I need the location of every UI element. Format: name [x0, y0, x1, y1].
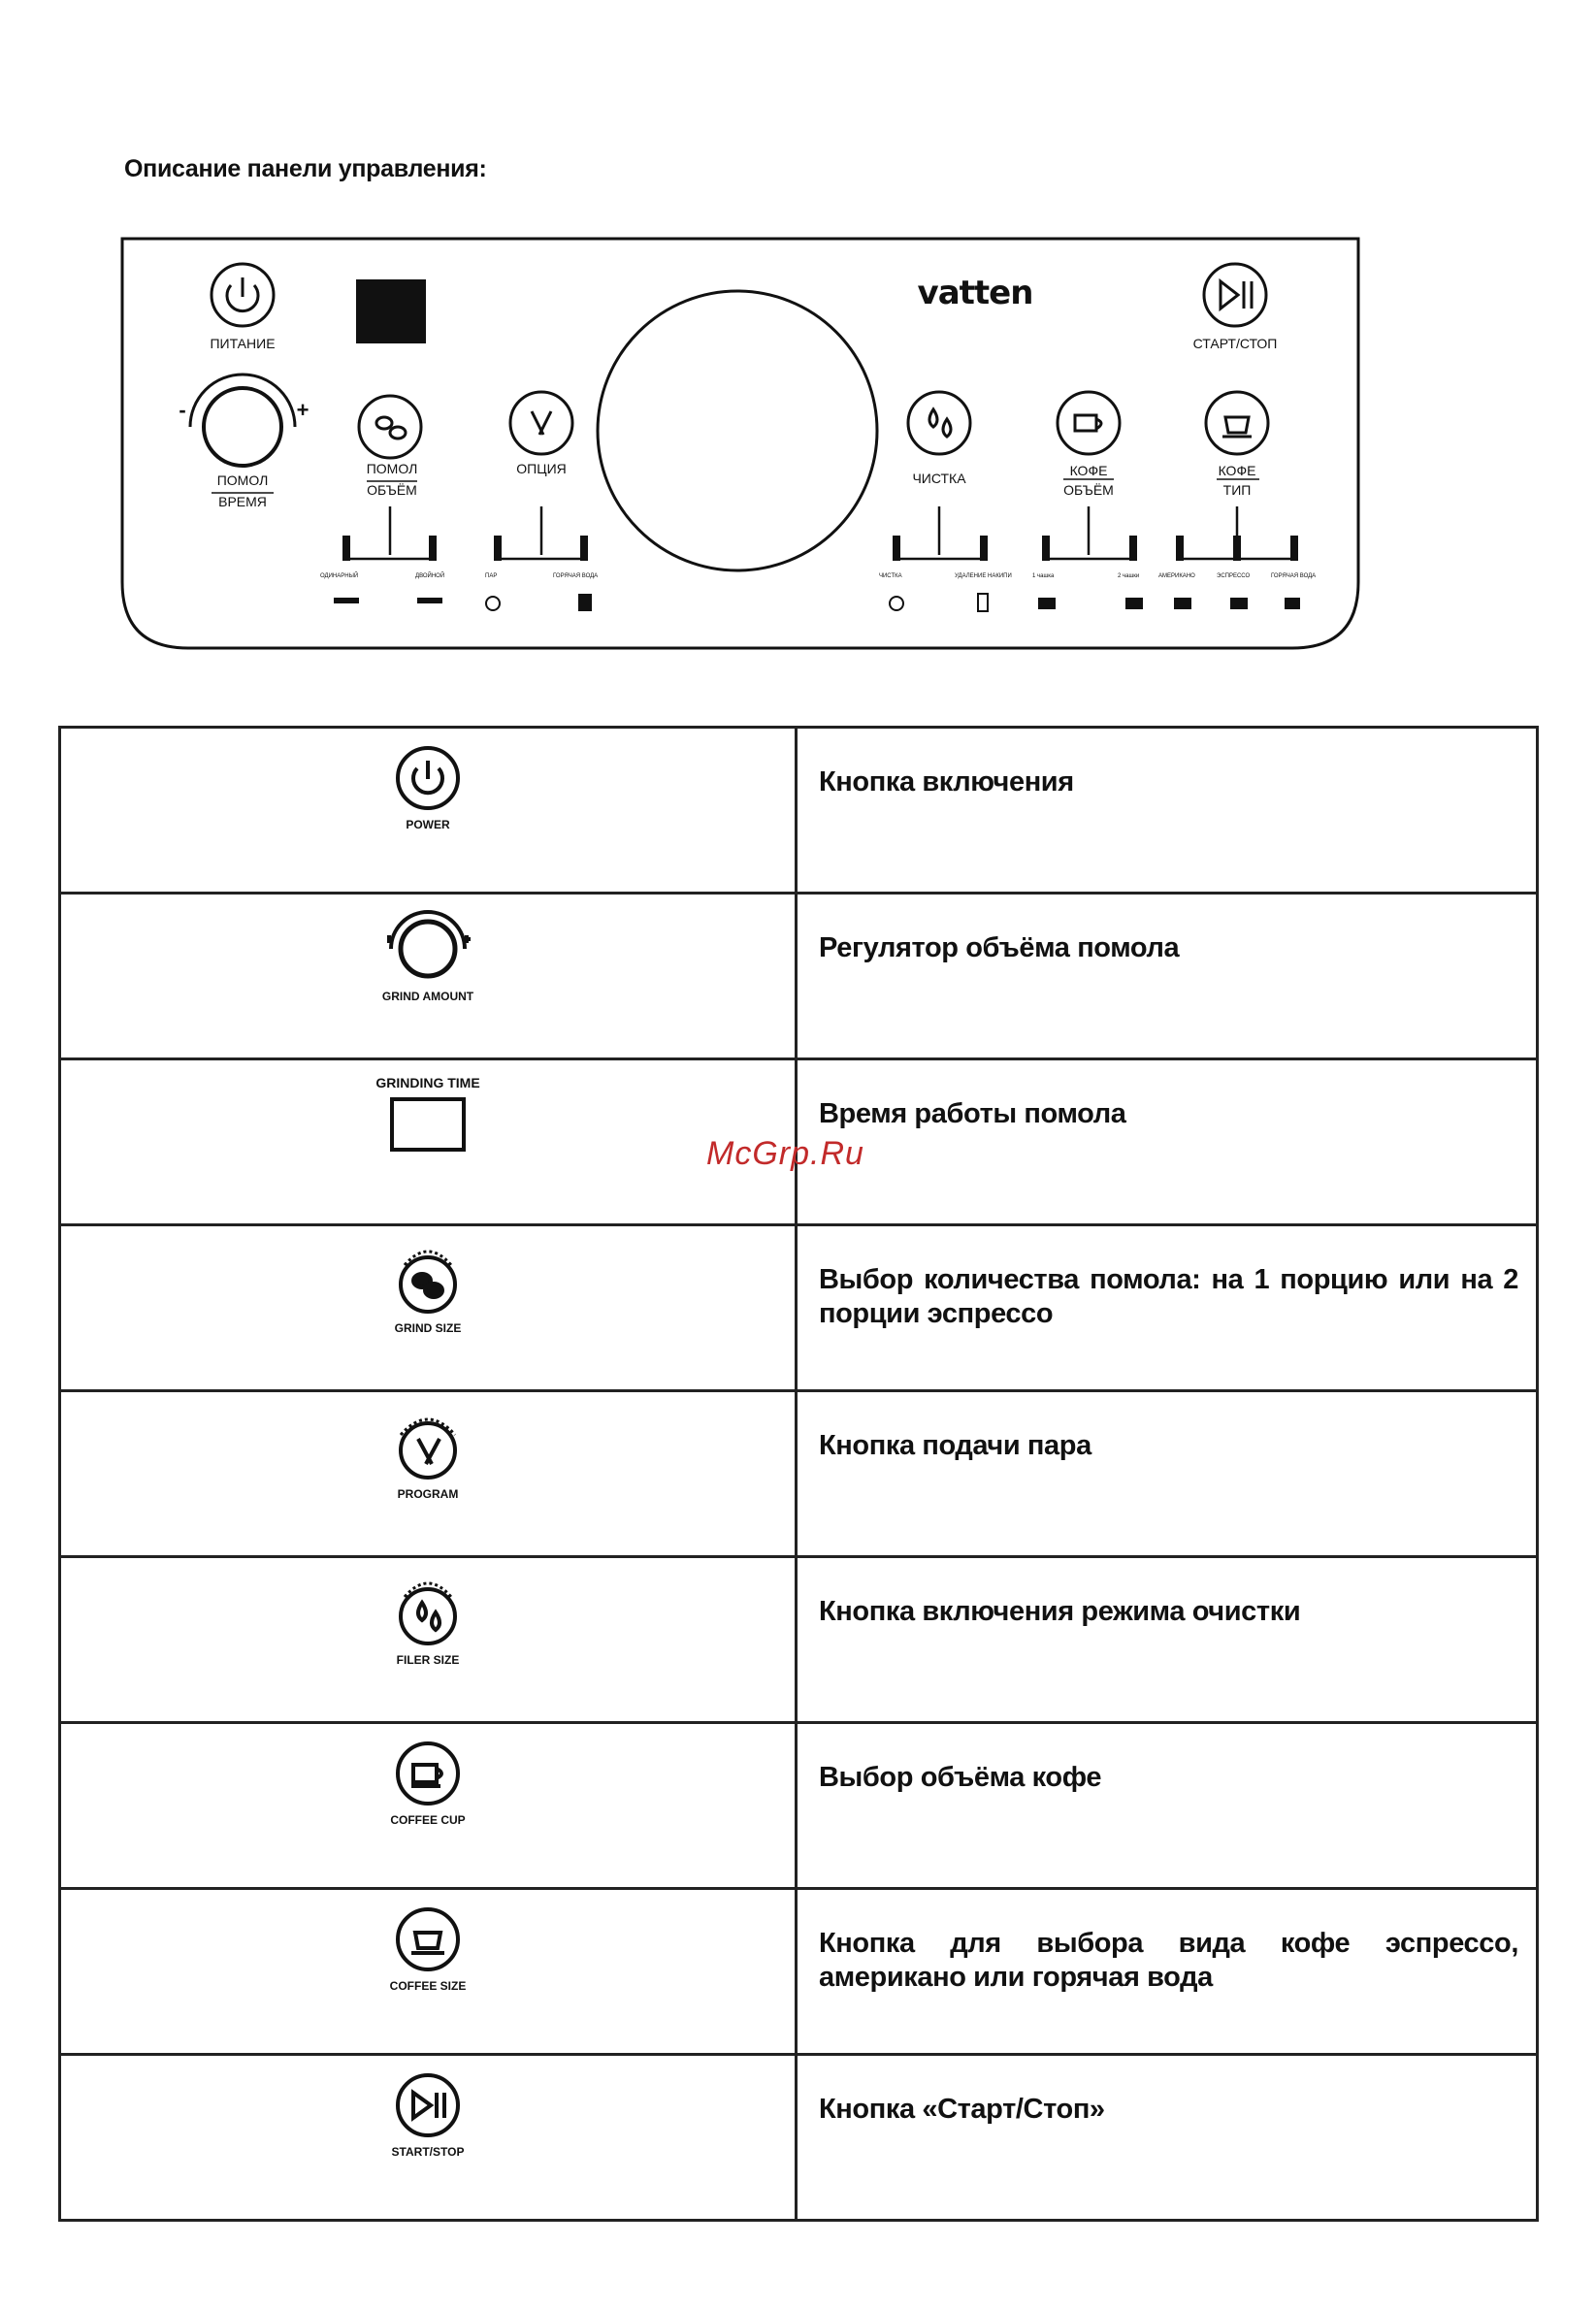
icon-caption: GRIND AMOUNT — [381, 990, 474, 1003]
icon-caption: GRIND SIZE — [394, 1321, 462, 1335]
table-row — [60, 1225, 1538, 1391]
power-label: ПИТАНИЕ — [210, 336, 276, 351]
table-row — [60, 1723, 1538, 1889]
table-row — [60, 728, 1538, 894]
steam-label: ПАР — [485, 573, 498, 579]
two-cups-label: 2 чашки — [1118, 573, 1140, 579]
row-description: Кнопка для выбора вида кофе эспрессо, американо или горячая вода — [797, 1889, 1538, 2055]
espresso-label: ЭСПРЕССО — [1217, 573, 1251, 579]
grind-label-top: ПОМОЛ — [366, 461, 418, 476]
description-table — [58, 726, 1539, 2222]
double-label: ДВОЙНОЙ — [415, 573, 445, 579]
icon-cell — [60, 2055, 797, 2221]
icon-caption: COFFEE SIZE — [389, 1979, 467, 1993]
row-description: Регулятор объёма помола — [797, 894, 1538, 1059]
dial-plus-label: + — [296, 398, 309, 422]
coffee-volume-selector-lines — [1048, 506, 1131, 559]
grind-size-icon — [359, 396, 421, 458]
grinding-time-display — [356, 279, 426, 343]
start-stop-icon — [394, 2071, 462, 2139]
clean-icon — [389, 1574, 467, 1647]
grind-dial-icon — [379, 910, 476, 984]
coffee-type-label-bottom: ТИП — [1222, 482, 1252, 498]
coffee-volume-label-top: КОФЕ — [1069, 463, 1108, 478]
icon-cell — [60, 728, 797, 894]
icon-cell — [60, 1723, 797, 1889]
grind-size-icon — [389, 1242, 467, 1316]
descaling-label: УДАЛЕНИЕ НАКИПИ — [955, 573, 1012, 579]
panel-outline — [122, 239, 1358, 648]
row-description: Кнопка подачи пара — [797, 1391, 1538, 1557]
grind-label-bottom: ОБЪЁМ — [367, 482, 417, 498]
icon-caption: START/STOP — [391, 2145, 465, 2159]
icon-caption: FILER SIZE — [396, 1653, 460, 1667]
icon-cell — [60, 1557, 797, 1723]
icon-cell — [60, 1391, 797, 1557]
icon-cell — [60, 1059, 797, 1225]
single-label: ОДИНАРНЫЙ — [320, 573, 359, 579]
grind-selector-lines — [349, 506, 433, 559]
steam-program-icon — [389, 1408, 467, 1481]
one-cup-label: 1 чашка — [1032, 573, 1055, 579]
option-selector-lines — [501, 506, 582, 559]
display-icon — [389, 1096, 467, 1153]
row-description: Время работы помола — [797, 1059, 1538, 1225]
coffee-cup-icon — [394, 1740, 462, 1807]
icon-cell — [60, 894, 797, 1059]
table-row — [60, 2055, 1538, 2221]
watermark: McGrp.Ru — [706, 1135, 864, 1172]
icon-cell — [60, 1889, 797, 2055]
icon-caption: COFFEE CUP — [390, 1813, 466, 1827]
grind-dial-label-bottom: ВРЕМЯ — [218, 494, 267, 509]
dial-minus-label: - — [179, 398, 186, 422]
start-stop-icon — [1204, 264, 1266, 326]
coffee-cup-icon — [1058, 392, 1120, 454]
coffee-volume-label-bottom: ОБЪЁМ — [1063, 482, 1114, 498]
row-description: Кнопка «Старт/Стоп» — [797, 2055, 1538, 2221]
row-description: Выбор объёма кофе — [797, 1723, 1538, 1889]
power-icon — [394, 744, 462, 812]
hot-water2-label: ГОРЯЧАЯ ВОДА — [1271, 573, 1317, 579]
row-description: Выбор количества помола: на 1 порцию или на 2 порции эспрессо — [797, 1225, 1538, 1391]
page-heading: Описание панели управления: — [124, 155, 487, 182]
icon-cell — [60, 1225, 797, 1391]
hot-water-label: ГОРЯЧАЯ ВОДА — [553, 573, 599, 579]
steam-option-icon — [510, 392, 572, 454]
row-description: Кнопка включения — [797, 728, 1538, 894]
central-dial — [598, 291, 877, 570]
coffee-type-icon — [1206, 392, 1268, 454]
clean-selector-lines — [898, 506, 982, 559]
coffee-type-label-top: КОФЕ — [1218, 463, 1256, 478]
brand-logo: vatten — [917, 274, 1033, 312]
table-row — [60, 1557, 1538, 1723]
coffee-type-icon — [394, 1905, 462, 1973]
start-stop-label: СТАРТ/СТОП — [1192, 336, 1278, 351]
grind-dial-icon — [190, 374, 295, 466]
icon-caption: POWER — [406, 818, 450, 831]
americano-label: АМЕРИКАНО — [1158, 573, 1195, 579]
clean-icon — [908, 392, 970, 454]
icon-caption: GRINDING TIME — [375, 1075, 480, 1090]
table-row — [60, 894, 1538, 1059]
cleaning-label: ЧИСТКА — [879, 573, 902, 579]
option-label: ОПЦИЯ — [516, 461, 567, 476]
grind-dial-label-top: ПОМОЛ — [216, 472, 269, 488]
icon-caption: PROGRAM — [397, 1487, 459, 1501]
table-row — [60, 1391, 1538, 1557]
table-row — [60, 1889, 1538, 2055]
row-description: Кнопка включения режима очистки — [797, 1557, 1538, 1723]
power-icon — [212, 264, 274, 326]
clean-label: ЧИСТКА — [912, 471, 966, 486]
